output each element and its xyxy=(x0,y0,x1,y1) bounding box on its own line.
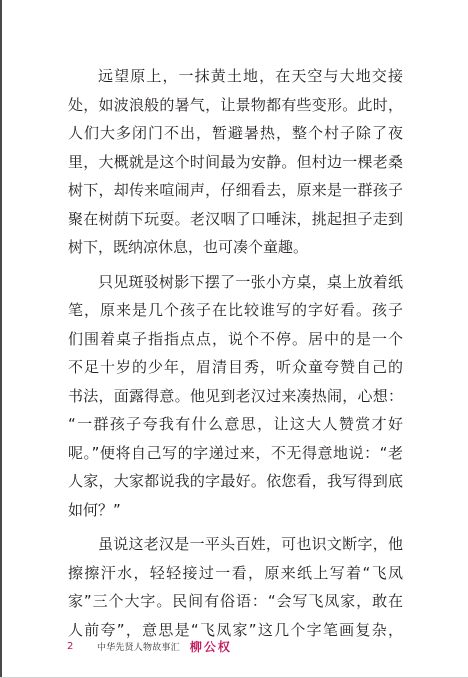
body-text xyxy=(68,62,403,650)
text-line: 家”三个大字。民间有俗语：“会写飞凤家，敢在 xyxy=(68,592,403,610)
text-line: 虽说这老汉是一平头百姓，可也识文断字，他 xyxy=(98,535,403,553)
page-footer xyxy=(67,637,232,655)
text-line: 处，如波浪般的暑气，让景物都有些变形。此时， xyxy=(68,95,403,114)
paragraph-1 xyxy=(68,62,403,262)
text-line: 人们大多闭门不出，暂避暑热，整个村子除了夜 xyxy=(68,124,403,142)
paragraph-3 xyxy=(68,530,403,644)
text-line: 人家，大家都说我的字最好。依您看，我写得到底 xyxy=(68,472,403,490)
text-line: “一群孩子夸我有什么意思，让这大人赞赏才好 xyxy=(68,415,403,433)
book-title: 柳公权 xyxy=(189,639,232,654)
text-line: 不足十岁的少年，眉清目秀，听众童夸赞自己的 xyxy=(68,358,403,376)
text-line: 们围着桌子指指点点，说个不停。居中的是一个 xyxy=(68,329,403,348)
text-line: 树下，既纳凉休息，也可凑个童趣。 xyxy=(68,238,309,256)
page-number: 2 xyxy=(67,640,74,652)
text-line: 树下，却传来喧闹声，仔细看去，原来是一群孩子 xyxy=(68,181,403,199)
text-line: 呢。”便将自己写的字递过来，不无得意地说：“老 xyxy=(68,443,403,462)
paragraph-2 xyxy=(68,268,403,525)
text-line: 只见斑驳树影下摆了一张小方桌，桌上放着纸 xyxy=(98,272,403,291)
text-line: 书法，面露得意。他见到老汉过来凑热闹，心想： xyxy=(68,386,403,405)
text-line: 人前夸”，意思是“飞凤家”这几个字笔画复杂， xyxy=(68,620,403,639)
text-line: 里，大概就是这个时间最为安静。但村边一棵老桑 xyxy=(68,152,403,171)
text-line: 远望原上，一抹黄土地，在天空与大地交接 xyxy=(98,67,403,85)
series-title: 中华先贤人物故事汇 xyxy=(97,642,180,653)
page-edge xyxy=(0,0,2,678)
text-line: 聚在树荫下玩耍。老汉咽了口唾沫，挑起担子走到 xyxy=(68,209,403,228)
text-line: 擦擦汗水，轻轻接过一看，原来纸上写着“飞凤 xyxy=(68,563,403,582)
text-line: 如何？” xyxy=(68,500,121,519)
text-line: 笔，原来是几个孩子在比较谁写的字好看。孩子 xyxy=(68,301,403,319)
